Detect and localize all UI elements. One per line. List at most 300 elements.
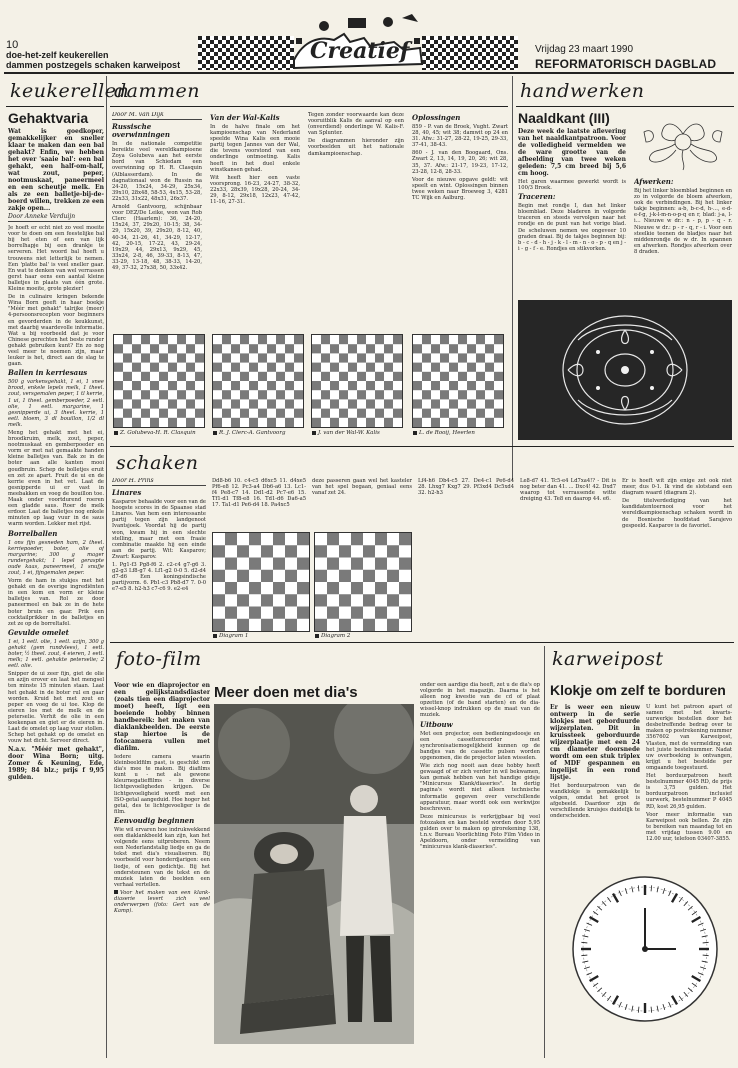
schaken-text-3: deze passeren gaan wel het kasteler van het spel begaan, geniaal eens vanaf zet 24. bbox=[312, 478, 412, 497]
board-square bbox=[375, 335, 384, 344]
board-square bbox=[387, 570, 399, 582]
board-square bbox=[222, 372, 231, 381]
board-square bbox=[375, 372, 384, 381]
board-square bbox=[237, 570, 249, 582]
schaken-text-6: Er is hoeft wit zijn enige zet ook niet meer, dus 0-1. Ik vind de slotstand een diagram waard (diagram 2). bbox=[622, 478, 732, 497]
board-square bbox=[240, 353, 249, 362]
karweipost-section-title: karweipost bbox=[552, 648, 664, 670]
board-square bbox=[231, 381, 240, 390]
board-square bbox=[339, 545, 351, 557]
fotofilm-text-2: Wie wil ervaren hoe indrukwekkend een diaklankbeeld kan zijn, kan het volgende eens uitproberen. Neem een Nederlandstalig liedje en ga de tekst met dia's visualiseren. Bij voorbeeld voor honderdjarigen: een liedje, of een gedichtje. Bij het ondersteunen van de tekst en de muziek laten de beelden een verhaal vertellen. bbox=[114, 826, 210, 888]
board-square bbox=[195, 409, 204, 418]
board-square bbox=[294, 372, 303, 381]
board-square bbox=[231, 344, 240, 353]
board-square bbox=[261, 545, 273, 557]
board-square bbox=[261, 594, 273, 606]
board-square bbox=[276, 372, 285, 381]
board-square bbox=[237, 545, 249, 557]
masthead-left bbox=[6, 40, 180, 70]
board-square bbox=[123, 390, 132, 399]
board-square bbox=[168, 344, 177, 353]
board-square bbox=[177, 353, 186, 362]
board-square bbox=[231, 418, 240, 427]
board-square bbox=[177, 390, 186, 399]
board-square bbox=[485, 344, 494, 353]
board-square bbox=[476, 409, 485, 418]
chess-board bbox=[314, 532, 412, 632]
newspaper-name: REFORMATORISCH DAGBLAD bbox=[535, 57, 717, 71]
board-square bbox=[431, 399, 440, 408]
board-square bbox=[258, 335, 267, 344]
board-square bbox=[285, 594, 297, 606]
karweipost-headline: Klokje om zelf te borduren bbox=[550, 682, 726, 698]
diagram-caption: Z. Golubeva-H. R. Clasquin bbox=[114, 430, 196, 436]
section-rule bbox=[6, 106, 104, 107]
board-square bbox=[387, 619, 399, 631]
schaken-subhead: Linares bbox=[112, 488, 142, 498]
board-square bbox=[186, 363, 195, 372]
board-square bbox=[467, 381, 476, 390]
draughts-board bbox=[212, 334, 304, 428]
board-square bbox=[222, 335, 231, 344]
board-square bbox=[213, 418, 222, 427]
board-square bbox=[494, 353, 503, 362]
board-square bbox=[449, 363, 458, 372]
dammen-column-2 bbox=[210, 112, 300, 330]
board-square bbox=[393, 353, 402, 362]
dammen-text-1: In de nationale competitie bereikte veel wereldkampioene Zoya Golubeva aan het eerste bord van Schiedam een overwinning op H. R. Clasquin (Alblasserdam). In de dagnationaal won de Russin na 24-20, 15x24, 34-29, 25x34, 39x10, 28x48, 58-53, 4x15, 53-28, 22x33, 31x22, 48x31, 26x37. bbox=[112, 141, 202, 202]
board-square bbox=[321, 409, 330, 418]
board-square bbox=[393, 390, 402, 399]
board-square bbox=[267, 363, 276, 372]
board-square bbox=[366, 363, 375, 372]
board-square bbox=[132, 418, 141, 427]
board-square bbox=[273, 607, 285, 619]
board-square bbox=[186, 381, 195, 390]
draughts-board bbox=[113, 334, 205, 428]
board-square bbox=[312, 363, 321, 372]
fotofilm-column-1 bbox=[114, 682, 210, 1054]
draughts-board bbox=[311, 334, 403, 428]
board-square bbox=[339, 390, 348, 399]
handwerken-lead: Deze week de laatste aflevering van het naaldkantpatroon. Voor de volledigheid vermelden we de ware grootte van de afbeelding van twee weken geleden: 7,5 cm breed bij 5,6 cm hoog. bbox=[518, 128, 626, 177]
board-square bbox=[168, 418, 177, 427]
board-square bbox=[467, 363, 476, 372]
keukerellen-body-1: Je hoeft er echt niet zo veel moeite voor te doen om een feestelijke bal bij het eten of een van lijk borrelhapje bij een drankje te serveren. Het woord bal hoeft u trouwens niet letterlijk te nemen. Een 'platte bal' is veel sneller gaar. En wat te denken van wel verrassen gerst haar eens een aantal kleine balletjes in plaats van één grote. Kleine moeite, grote plezier! bbox=[8, 225, 104, 293]
handwerken-headline: Naaldkant (III) bbox=[518, 110, 610, 126]
board-square bbox=[363, 545, 375, 557]
keukerellen-body-4: Vorm de ham in stukjes met het gehakt en de overige ingrediënten in een kom en vorm er kleine balletjes van. Rol ze door paneermeel en bak ze in de hete boter bruin en gaar. Prik een cocktailprikker in de balletjes en zet ze op de borreltafel. bbox=[8, 578, 104, 627]
board-square bbox=[339, 619, 351, 631]
fotofilm-text-3: onder een aardige dia heeft, zet u de dia's op volgorde in het magazijn. Daarna is het alleen nog kwestie van de cd of plaat opzetten (of de band starten) en de dia-wissel-knop indrukken op de maat van de muziek. bbox=[420, 682, 540, 719]
column-rule bbox=[106, 76, 107, 1058]
board-square bbox=[339, 409, 348, 418]
board-square bbox=[258, 390, 267, 399]
board-square bbox=[363, 570, 375, 582]
board-square bbox=[339, 335, 348, 344]
board-square bbox=[231, 399, 240, 408]
diagram-caption: J. van der Wal-W. Kalis bbox=[312, 430, 380, 436]
board-square bbox=[458, 409, 467, 418]
board-square bbox=[449, 418, 458, 427]
board-square bbox=[297, 533, 309, 545]
board-square bbox=[330, 381, 339, 390]
board-square bbox=[363, 594, 375, 606]
board-square bbox=[351, 607, 363, 619]
recipe-title-2: Borrelballen bbox=[8, 528, 58, 538]
board-square bbox=[440, 372, 449, 381]
board-square bbox=[276, 335, 285, 344]
board-square bbox=[132, 344, 141, 353]
board-square bbox=[312, 418, 321, 427]
board-square bbox=[312, 381, 321, 390]
handwerken-trace-text: Begin met rondje I, dan het linker bloemblad. Deze bladeren in volgorde traceren en steeds vervolgen naar het rondje en de punt van het vorige blad. De scheluwen nemen we ongeveer 10 graden draai. Bij de takjes beginnen bij: b - c - d - h - j - k - l - m - n - o - p - q en j - i - g - f - e. Rondjes en stikvorken. bbox=[518, 203, 626, 252]
diagram-caption: R. J. Clerc-A. Gantvoorg bbox=[213, 430, 285, 436]
board-square bbox=[458, 390, 467, 399]
dammen-text-5: Tegen zonder voorwaarde kan deze vooruitblik Kalis de aanval op een (onverdiend) onderlinge W. Kalis-F. van Splunter. bbox=[308, 112, 404, 137]
book-reference: N.a.v. "Méér met gehakt", door Wina Born; uitg. Zomer & Keuning, Ede, 1989; 84 blz.; prijs f 9,95 gulden. bbox=[8, 746, 104, 782]
board-square bbox=[485, 381, 494, 390]
board-square bbox=[258, 409, 267, 418]
board-square bbox=[387, 545, 399, 557]
schaken-text-5: Le8-d7 41. Tc5-e4 Ld7xa4!? - Dit is nog beter dan 41. ... Dxc4! 42. Dxd7 waarop tot verrassende witte dreiging 43. Te8 en daarop 44. e6. bbox=[520, 478, 616, 503]
recipe-ingredients-1: 500 g varkensgehakt, 1 ei, 1 snee brood, enkele lepels melk, 1 theel. zout, versgemalen peper, 1 tl kerrie, 1 ui, 1 theel. gemberpoeder, 2 eetl. olie, 1 eetl. margarine, 1 gesnipperde ui, 3 theel. kerrie, 1 eetl. bloem, 3 dl bouillon, 1/2 dl melk. bbox=[8, 379, 104, 428]
dammen-column-3 bbox=[308, 112, 404, 330]
board-square bbox=[123, 409, 132, 418]
board-square bbox=[330, 344, 339, 353]
board-square bbox=[440, 390, 449, 399]
chess-diagram-caption: Diagram 1 bbox=[213, 633, 248, 639]
board-square bbox=[413, 363, 422, 372]
board-square bbox=[399, 582, 411, 594]
board-square bbox=[213, 381, 222, 390]
board-square bbox=[440, 335, 449, 344]
schaken-text-7: De titelverdediging van het kandidatentoernooi voor het wereldkampioenschap schaken wordt in de Bosnische hoofdstad Sarajevo gespeeld. Kasparov is de favoriet. bbox=[622, 498, 732, 529]
board-square bbox=[150, 344, 159, 353]
schaken-column-4 bbox=[418, 478, 514, 638]
board-square bbox=[351, 582, 363, 594]
board-square bbox=[285, 381, 294, 390]
masthead-rule bbox=[4, 72, 734, 74]
board-square bbox=[237, 594, 249, 606]
board-square bbox=[357, 353, 366, 362]
board-square bbox=[467, 344, 476, 353]
board-square bbox=[273, 558, 285, 570]
board-square bbox=[150, 418, 159, 427]
dammen-solution-2: 860 - J. van den Boogaard, Ons. Zwart 2, 13, 14, 19, 20, 26; wit 28, 35, 37. Afw.: 21-17, 19-23, 17-12, 23-28, 12-8, 28-33. bbox=[412, 150, 508, 175]
board-square bbox=[285, 418, 294, 427]
board-square bbox=[132, 381, 141, 390]
board-square bbox=[399, 607, 411, 619]
chess-board bbox=[212, 532, 310, 632]
board-square bbox=[285, 619, 297, 631]
board-square bbox=[249, 558, 261, 570]
board-square bbox=[276, 409, 285, 418]
board-square bbox=[449, 399, 458, 408]
board-square bbox=[327, 533, 339, 545]
board-square bbox=[366, 344, 375, 353]
board-square bbox=[294, 390, 303, 399]
fotofilm-column-3 bbox=[420, 682, 540, 1054]
board-square bbox=[494, 409, 503, 418]
board-square bbox=[375, 582, 387, 594]
karweipost-lead: Er is weer een nieuw ontwerp in de serie klokjes met geborduurde wijzerplaten. Dit in kruissteek geborduurde wijzerplaatje met een 24 cm diameter doorsnede wordt om een stuk triplex of MDF gespannen en ingelijst in een rond lijstje. bbox=[550, 704, 640, 781]
board-square bbox=[330, 399, 339, 408]
schaken-column-3 bbox=[312, 478, 412, 528]
board-square bbox=[177, 335, 186, 344]
keukerellen-body-3: Meng het gehakt met het ei, broodkruim, melk, zout, peper, nootmuskaat en gemberpoeder en vorm er met nat gemaakte handen kleine balletjes van. Bak ze in de boter aan alle kanten mooi goudbruin. Schep de bolletjes eruit en zet ze apart. Fruit de ui en de kerrie even in het vet. Laat de gesnipperde ui er vast in meebakken en voeg de bouillon toe. Maak onder voortdurend roeren een gladde saus. Roer de melk erdoor. Laat de balletjes nog enkele minuten op laag vuur in de saus warm worden. Lekker met rijst. bbox=[8, 430, 104, 528]
handwerken-finish-column bbox=[634, 176, 732, 298]
board-square bbox=[249, 418, 258, 427]
board-square bbox=[413, 381, 422, 390]
board-square bbox=[422, 372, 431, 381]
board-square bbox=[449, 381, 458, 390]
karweipost-column-2 bbox=[646, 704, 732, 894]
board-square bbox=[285, 344, 294, 353]
board-square bbox=[150, 399, 159, 408]
board-square bbox=[431, 418, 440, 427]
board-square bbox=[363, 619, 375, 631]
board-square bbox=[315, 545, 327, 557]
board-square bbox=[141, 335, 150, 344]
board-square bbox=[141, 372, 150, 381]
board-square bbox=[339, 353, 348, 362]
handwerken-materials: Het garen waarmee gewerkt wordt is 100/3 Broek. bbox=[518, 179, 626, 192]
schaken-column-1 bbox=[112, 478, 206, 638]
board-square bbox=[375, 353, 384, 362]
board-square bbox=[258, 353, 267, 362]
board-square bbox=[213, 363, 222, 372]
board-square bbox=[399, 558, 411, 570]
board-square bbox=[249, 582, 261, 594]
board-square bbox=[422, 409, 431, 418]
board-square bbox=[476, 335, 485, 344]
board-square bbox=[159, 409, 168, 418]
schaken-text-1: Kasparov behaalde voor een van de hoogste scores in de Spaanse stad Linares. Van hem een interessante partij tegen zijn landgenoot Ivantsjoek. Voordat hij de partij won, kwam hij in een slechte stelling, maar met een fraaie combinatie maakte hij een einde aan de partij. Wit: Kasparov; Zwart: Kasparov. bbox=[112, 499, 206, 560]
board-square bbox=[150, 381, 159, 390]
board-square bbox=[159, 335, 168, 344]
board-square bbox=[431, 344, 440, 353]
board-square bbox=[393, 409, 402, 418]
keukerellen-body-2: De in culinaire kringen bekende Wina Born geeft in haar boekje "Méér met gehakt" talrijke (meer) 4-persoonsrecepten voor beginners en gevorderden in de keukkunst, met daarbij waardevolle informatie. Wat u bij voorbeeld dat je voor Chinese gerechten het beste runder gehakt gebruiken kunt? En zo nog veel meer te noemen zijn, maar leuker is het, direct aan de slag te gaan. bbox=[8, 294, 104, 368]
board-square bbox=[294, 335, 303, 344]
board-square bbox=[195, 353, 204, 362]
board-square bbox=[267, 418, 276, 427]
section-rule bbox=[516, 106, 734, 107]
board-square bbox=[195, 390, 204, 399]
fotofilm-text-5: Wie zich nog nooit aan deze hobby heeft gewaagd of er zich verder in wil bekwamen, kan gemak hebben van het handige gidsje "Minicursus Klank/diaseries". In dertig pagina's wordt niet alleen technische informatie gegeven over verschillende apparatuur, maar wordt ook een werkwijze beschreven. bbox=[420, 763, 540, 812]
board-square bbox=[422, 335, 431, 344]
board-square bbox=[222, 409, 231, 418]
board-square bbox=[114, 418, 123, 427]
board-square bbox=[132, 363, 141, 372]
board-square bbox=[476, 353, 485, 362]
board-square bbox=[458, 372, 467, 381]
board-square bbox=[132, 399, 141, 408]
board-square bbox=[321, 335, 330, 344]
board-square bbox=[458, 353, 467, 362]
board-square bbox=[213, 570, 225, 582]
karweipost-text-2: U kunt het patroon apart of samen met het kwarts-uurwerkje bestellen door het desbetreffende bedrag over te maken op postrekening nummer 3567602 van Karweipost, Vlasten, met de vermelding van het juiste bestelnummer. Nadat uw overboeking is ontvangen, krijgt u het bestelde per omgaande toegestuurd. bbox=[646, 704, 732, 771]
board-square bbox=[393, 372, 402, 381]
handwerken-finish-text: Bij het linker bloemblad beginnen en zo in volgorde de bloem afwerken, ook de verbindingen. Bij het linker takje beginnen: a-b, b-c-d, h-..., e-d-e-f-g, j-k-l-m-n-o-p-q en r, blad: j-a, l-i... Nieuwe w dr.: n - p, p - q - r. Nieuwe w dr.: p - r - q, r - i. Voor een steelkie teenen de bladjes naar het middenrondje de w dr. In spannen en afwerken. Rondjes afwerken over 8 draden. bbox=[634, 188, 732, 255]
board-square bbox=[384, 344, 393, 353]
board-square bbox=[186, 399, 195, 408]
board-square bbox=[249, 363, 258, 372]
board-square bbox=[348, 399, 357, 408]
slides-photo bbox=[214, 704, 414, 1044]
embroidered-clock bbox=[570, 874, 720, 1024]
dammen-section-title: dammen bbox=[114, 80, 201, 102]
fotofilm-subhead-1: Eenvoudig beginnen bbox=[114, 815, 195, 825]
fotofilm-subhead-2: Uitbouw bbox=[420, 719, 453, 729]
board-square bbox=[123, 353, 132, 362]
board-square bbox=[294, 353, 303, 362]
board-square bbox=[327, 558, 339, 570]
dammen-text-6: De diagrammen hieronder zijn voorbeelden uit het nationale damkampioenschap. bbox=[308, 138, 404, 157]
page-number: 10 bbox=[6, 39, 19, 51]
board-square bbox=[327, 607, 339, 619]
section-rule bbox=[110, 642, 734, 643]
board-square bbox=[276, 353, 285, 362]
board-square bbox=[413, 399, 422, 408]
board-square bbox=[476, 390, 485, 399]
board-square bbox=[422, 353, 431, 362]
board-square bbox=[186, 418, 195, 427]
board-square bbox=[315, 619, 327, 631]
handwerken-section-title: handwerken bbox=[520, 80, 645, 102]
board-square bbox=[273, 582, 285, 594]
board-square bbox=[348, 344, 357, 353]
dammen-solution-1: 859 - P. van de Broek, Vught. Zwart 28, 40, 45; wit 38; damwit op 24 en 31. Afw.: 31-27, 28-22, 19-25, 29-33, 37-41, 38-43. bbox=[412, 124, 508, 149]
svg-text:Creatief: Creatief bbox=[310, 38, 410, 64]
board-square bbox=[195, 335, 204, 344]
board-square bbox=[168, 381, 177, 390]
board-square bbox=[141, 409, 150, 418]
board-square bbox=[485, 363, 494, 372]
fotofilm-section-title: foto-film bbox=[116, 648, 202, 670]
board-square bbox=[297, 558, 309, 570]
board-square bbox=[267, 344, 276, 353]
board-square bbox=[375, 390, 384, 399]
board-square bbox=[249, 381, 258, 390]
board-square bbox=[240, 372, 249, 381]
board-square bbox=[348, 381, 357, 390]
board-square bbox=[327, 582, 339, 594]
board-square bbox=[315, 570, 327, 582]
board-square bbox=[315, 594, 327, 606]
board-square bbox=[458, 335, 467, 344]
board-square bbox=[357, 390, 366, 399]
board-square bbox=[399, 533, 411, 545]
schaken-column-5 bbox=[520, 478, 616, 638]
board-square bbox=[312, 399, 321, 408]
board-square bbox=[375, 409, 384, 418]
handwerken-finish-head: Afwerken: bbox=[634, 177, 674, 186]
board-square bbox=[413, 344, 422, 353]
board-square bbox=[297, 582, 309, 594]
schaken-section-title: schaken bbox=[116, 452, 199, 474]
board-square bbox=[485, 418, 494, 427]
board-square bbox=[494, 335, 503, 344]
board-square bbox=[440, 353, 449, 362]
board-square bbox=[168, 399, 177, 408]
recipe-title-1: Ballen in kerriesaus bbox=[8, 368, 88, 378]
board-square bbox=[348, 418, 357, 427]
issue-date: Vrijdag 23 maart 1990 bbox=[535, 44, 634, 55]
keukerellen-column bbox=[8, 128, 104, 1053]
board-square bbox=[366, 381, 375, 390]
board-square bbox=[357, 409, 366, 418]
keukerellen-byline: Door Anneke Verduijn bbox=[8, 214, 104, 222]
board-square bbox=[321, 390, 330, 399]
dammen-column-1 bbox=[112, 112, 202, 330]
dammen-text-2: Arnold Gantvoorg, schijnbaar voor DEZ/De Leike, won van Rob Clerc (Haarlem): 36, 24-20, 15x24, 37, 29x20, 10-15; 38, 34-29, 15x20, 39, 29x20, 8-12, 40, 40-34, 21-26, 41, 34-29, 12-17, 42, 20-15, 17-22, 43, 29-24, 19x29, 44, 29x13, 9x29, 45, 33x24, 2-8, 46, 39-33, 8-13, 47, 33-29, 13-18, 48, 38-33, 14-20, 49, 37-32, 27x38, 50, 33x42. bbox=[112, 204, 202, 271]
board-square bbox=[237, 619, 249, 631]
board-square bbox=[258, 372, 267, 381]
dammen-byline: Door M. van Dijk bbox=[112, 112, 202, 120]
board-square bbox=[225, 582, 237, 594]
board-square bbox=[285, 570, 297, 582]
board-square bbox=[339, 570, 351, 582]
board-square bbox=[384, 399, 393, 408]
dammen-solutions-head: Oplossingen bbox=[412, 113, 461, 122]
section-rule bbox=[110, 106, 508, 107]
board-square bbox=[366, 399, 375, 408]
board-square bbox=[351, 558, 363, 570]
dammen-closing: Voor de nieuwe opgave geldt: wit speelt en wint. Oplossingen binnen twee weken naar Broeweg 3, 4281 TC Wijk en Aalburg. bbox=[412, 176, 508, 202]
board-square bbox=[186, 344, 195, 353]
schaken-moves-1: 1. Pg1-f3 Pg8-f6 2. c2-c4 g7-g6 3. g2-g3 Lf8-g7 4. Lf1-g2 0-0 5. d2-d4 d7-d6 Een koningsindische partijvorm. 6. Pb1-c3 Pb8-d7 7. 0-0 e7-e5 8. h2-h3 c7-c6 9. e2-e4 bbox=[112, 562, 206, 593]
board-square bbox=[249, 607, 261, 619]
board-square bbox=[123, 335, 132, 344]
board-square bbox=[114, 381, 123, 390]
keukerellen-body-5: Snipper de ui zeer fijn, giet de olie en azijn erover en laat het mengsel ten minste 15 minuten staan. Laat het gehakt in de boter rul en gaar worden. Kruid het met zout en peper en voeg de ui toe. Klop de eieren los met de melk en de peterselie. Verhit de olie in een koekenpan en giet er de eieren in. Laat de omelet op laag vuur stollen. Schep het gehakt op de omelet en vouw het dicht. Serveer direct. bbox=[8, 671, 104, 745]
board-square bbox=[123, 372, 132, 381]
dammen-text-3: In de halve finale om het kampioenschap van Nederland speelde Wina Kalis een mooie partij tegen Jannes van der Wal, die tevens voorstond van een onderlinge ontmoeting. Kalis heeft in het duel enkele winstkansen gehad. bbox=[210, 124, 300, 173]
board-square bbox=[384, 381, 393, 390]
board-square bbox=[213, 594, 225, 606]
board-square bbox=[321, 353, 330, 362]
board-square bbox=[222, 353, 231, 362]
board-square bbox=[225, 533, 237, 545]
board-square bbox=[195, 372, 204, 381]
board-square bbox=[494, 372, 503, 381]
lace-pattern-diagram bbox=[634, 112, 732, 172]
board-square bbox=[339, 372, 348, 381]
board-square bbox=[141, 353, 150, 362]
board-square bbox=[222, 390, 231, 399]
dammen-subhead-2: Van der Wal-Kalis bbox=[210, 113, 280, 122]
board-square bbox=[240, 390, 249, 399]
board-square bbox=[467, 418, 476, 427]
schaken-text-2: Dd8-b6 10. c4-c5 d6xc5 11. d4xe5 Pf6-e8 12. Pc3-a4 Db6-a6 13. Lc1-f4 Pe8-c7 14. Dd1-d2 Pc7-e6 15. Tf1-d1 Tf8-e8 16. Td1-d6 Da6-a5 17. Ta1-d1 Pe6-d4 18. Pa4xc5 bbox=[212, 478, 306, 509]
board-square bbox=[357, 335, 366, 344]
board-square bbox=[387, 594, 399, 606]
keukerellen-headline: Gehaktvaria bbox=[8, 110, 89, 126]
board-square bbox=[168, 363, 177, 372]
board-square bbox=[366, 418, 375, 427]
board-square bbox=[384, 363, 393, 372]
board-square bbox=[330, 363, 339, 372]
board-square bbox=[431, 363, 440, 372]
fotofilm-text-6: Deze minicursus is verkrijgbaar bij veel fotozaken en kan besteld worden door 5,95 gulden over te maken op girorekening 138, t.n.v. Bureau Voorlichting Foto Film Video in Apeldoorn, onder vermelding van "minicursus klank-diaseries". bbox=[420, 813, 540, 851]
dammen-subhead-1: Russische overwinningen bbox=[112, 122, 170, 140]
board-square bbox=[321, 372, 330, 381]
board-square bbox=[159, 372, 168, 381]
board-square bbox=[213, 619, 225, 631]
board-square bbox=[150, 363, 159, 372]
